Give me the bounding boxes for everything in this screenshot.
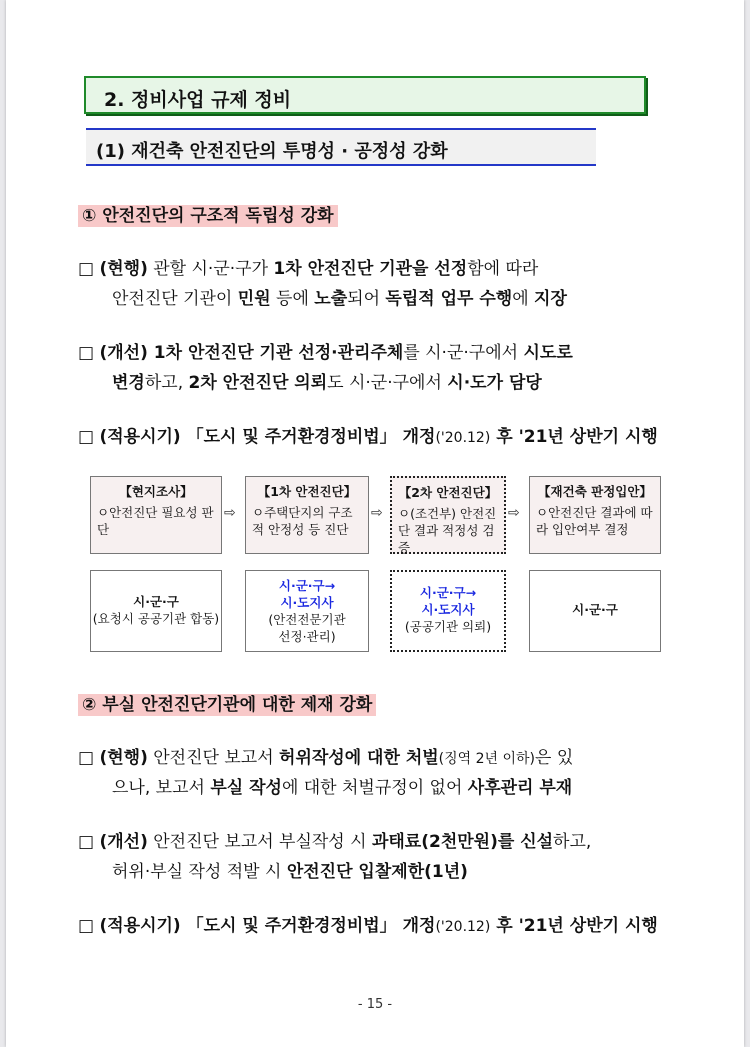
item1-heading: ① 안전진단의 구조적 독립성 강화 xyxy=(78,205,338,227)
sub-title: (1) 재건축 안전진단의 투명성 · 공정성 강화 xyxy=(96,141,448,162)
item2-current-line2: 으나, 보고서 부실 작성에 대한 처벌규정이 없어 사후관리 부재 xyxy=(112,778,573,798)
item2-improve-line1: □ (개선) 안전진단 보고서 부실작성 시 과태료(2천만원)를 신설하고, xyxy=(78,832,592,852)
flow-actor-4: 시·군·구 xyxy=(529,570,661,652)
flow-step-3: 【2차 안전진단】 ㅇ(조건부) 안전진단 결과 적정성 검증 xyxy=(390,476,506,554)
section-title-box xyxy=(84,76,646,114)
item2-current-line1: □ (현행) 안전진단 보고서 허위작성에 대한 처벌(징역 2년 이하)은 있 xyxy=(78,748,574,768)
item1-current-line1: □ (현행) 관할 시·군·구가 1차 안전진단 기관을 선정함에 따라 xyxy=(78,259,539,279)
item2-apply-line: □ (적용시기) 「도시 및 주거환경정비법」 개정('20.12) 후 '21년 상반기 시행 xyxy=(78,916,658,936)
checkbox-icon: □ xyxy=(78,343,95,363)
flow-step-2: 【1차 안전진단】 ㅇ주택단지의 구조적 안정성 등 진단 xyxy=(245,476,369,554)
flow-step-4: 【재건축 판정입안】 ㅇ안전진단 결과에 따라 입안여부 결정 xyxy=(529,476,661,554)
flow-actor-3: 시·군·구→ 시·도지사 (공공기관 의뢰) xyxy=(390,570,506,652)
flow-actor-2: 시·군·구→ 시·도지사 (안전전문기관 선정·관리) xyxy=(245,570,369,652)
checkbox-icon: □ xyxy=(78,427,95,447)
item1-improve-line2: 변경하고, 2차 안전진단 의뢰도 시·군·구에서 시·도가 담당 xyxy=(112,373,542,393)
right-arrow-icon: ⇨ xyxy=(508,505,520,521)
page-number: - 15 - xyxy=(357,997,393,1012)
sub-title-box xyxy=(86,128,596,166)
right-arrow-icon: ⇨ xyxy=(224,505,236,521)
checkbox-icon: □ xyxy=(78,259,95,279)
section-title: 2. 정비사업 규제 정비 xyxy=(104,89,292,111)
checkbox-icon: □ xyxy=(78,916,95,936)
item1-current-line2: 안전진단 기관이 민원 등에 노출되어 독립적 업무 수행에 지장 xyxy=(112,289,567,309)
right-arrow-icon: ⇨ xyxy=(371,505,383,521)
item2-improve-line2: 허위·부실 작성 적발 시 안전진단 입찰제한(1년) xyxy=(112,862,468,882)
checkbox-icon: □ xyxy=(78,832,95,852)
item2-heading: ② 부실 안전진단기관에 대한 제재 강화 xyxy=(78,694,376,716)
flow-actor-1: 시·군·구 (요청시 공공기관 합동) xyxy=(90,570,222,652)
item1-apply-line: □ (적용시기) 「도시 및 주거환경정비법」 개정('20.12) 후 '21년 상반기 시행 xyxy=(78,427,658,447)
flow-step-1: 【현지조사】 ㅇ안전진단 필요성 판단 xyxy=(90,476,222,554)
item1-improve-line1: □ (개선) 1차 안전진단 기관 선정·관리주체를 시·군·구에서 시도로 xyxy=(78,343,573,363)
checkbox-icon: □ xyxy=(78,748,95,768)
document-page xyxy=(6,0,744,1047)
